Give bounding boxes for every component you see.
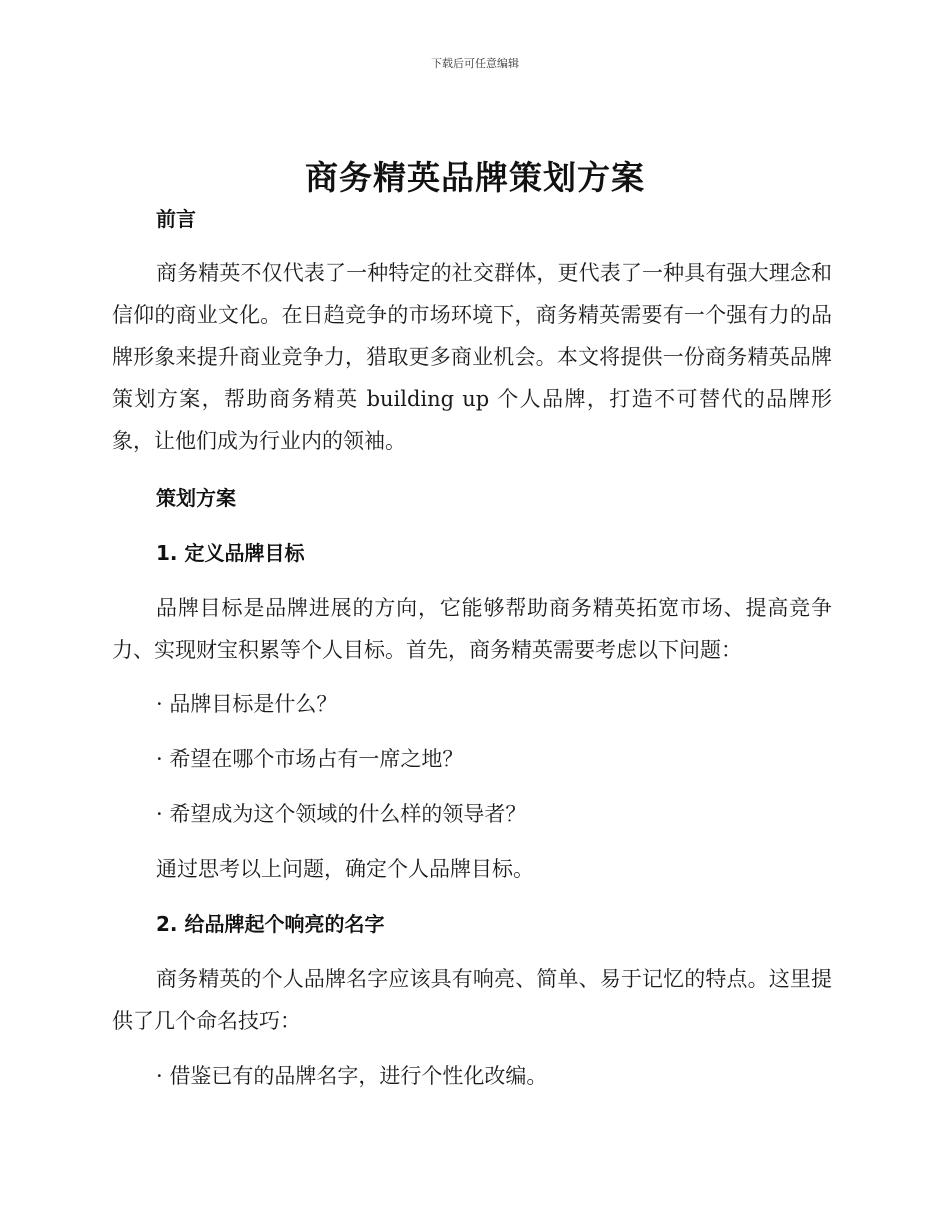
step2-bullet-list — [112, 1055, 832, 1097]
step1-paragraph-block — [112, 587, 832, 671]
step2-paragraph-block — [112, 958, 832, 1042]
step1-bullet-list-3 — [112, 793, 832, 835]
step2-paragraph: 商务精英的个人品牌名字应该具有响亮、简单、易于记忆的特点。这里提供了几个命名技巧： — [112, 967, 832, 1033]
list-item: · 希望在哪个市场占有一席之地？ — [156, 747, 464, 771]
preface-paragraph-block — [112, 252, 832, 462]
list-item: · 品牌目标是什么？ — [156, 692, 338, 716]
header-note: 下载后可任意编辑 — [431, 57, 519, 70]
step2-section — [112, 903, 832, 945]
preface-section — [112, 198, 832, 240]
step1-bullet-list-2 — [112, 738, 832, 780]
step1-paragraph: 品牌目标是品牌进展的方向，它能够帮助商务精英拓宽市场、提高竞争力、实现财宝积累等个人目标。首先，商务精英需要考虑以下问题： — [112, 596, 832, 662]
step1-conclusion-block — [112, 848, 832, 890]
document-title: 商务精英品牌策划方案 — [305, 158, 645, 197]
list-item: · 希望成为这个领域的什么样的领导者？ — [156, 802, 527, 826]
step1-heading: 1. 定义品牌目标 — [156, 541, 305, 565]
step1-bullet-list — [112, 683, 832, 725]
list-item: · 借鉴已有的品牌名字，进行个性化改编。 — [156, 1064, 548, 1088]
preface-heading: 前言 — [156, 207, 196, 231]
plan-section — [112, 477, 832, 519]
step1-conclusion: 通过思考以上问题，确定个人品牌目标。 — [156, 857, 534, 881]
step2-heading: 2. 给品牌起个响亮的名字 — [156, 912, 385, 936]
step1-section — [112, 532, 832, 574]
preface-paragraph: 商务精英不仅代表了一种特定的社交群体，更代表了一种具有强大理念和信仰的商业文化。在日趋竞争的市场环境下，商务精英需要有一个强有力的品牌形象来提升商业竞争力，猎取更多商业机会。本文将提供一份商务精英品牌策划方案，帮助商务精英 building up 个人品牌，打造不可替代的品牌形象，让他们成为行业内的领袖。 — [112, 261, 832, 453]
plan-heading: 策划方案 — [156, 486, 236, 510]
